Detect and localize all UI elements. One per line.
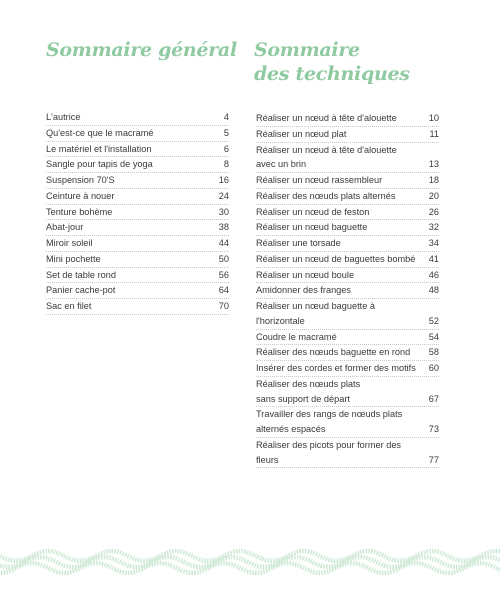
- toc-entry-title: Réaliser un nœud rassembleur: [256, 175, 383, 185]
- toc-entry-title: Mini pochette: [46, 253, 101, 264]
- toc-entry-title: Sac en filet: [46, 301, 92, 311]
- heading-general: Sommaire général: [46, 39, 237, 61]
- toc-entry[interactable]: [256, 220, 439, 236]
- toc-entry-title: Amidonner des franges: [256, 285, 351, 296]
- toc-entry-title: Panier cache-pot: [46, 285, 116, 296]
- toc-entry-title: Suspension 70'S: [46, 175, 115, 185]
- toc-entry-title: Travailler des rangs de nœuds plats alternés espacés: [256, 409, 403, 434]
- toc-entry[interactable]: [46, 189, 229, 205]
- toc-entry-title: Réaliser un nœud de baguettes bombé: [256, 253, 416, 264]
- toc-entry-title: Set de table rond: [46, 269, 116, 280]
- toc-entry[interactable]: [256, 252, 439, 268]
- toc-entry-page: 8: [223, 159, 229, 170]
- toc-entry[interactable]: [46, 299, 229, 315]
- wave-decoration: [0, 542, 500, 582]
- toc-entry-page: 11: [429, 128, 439, 139]
- toc-entry-page: 38: [218, 222, 229, 233]
- toc-entry-title: Réaliser une torsade: [256, 238, 341, 248]
- toc-entry-title: Réaliser un nœud boule: [256, 269, 355, 280]
- toc-entry[interactable]: [256, 283, 439, 299]
- toc-entry[interactable]: [256, 377, 439, 408]
- toc-entry[interactable]: [46, 220, 229, 236]
- toc-entry-page: 73: [428, 424, 439, 434]
- toc-entry[interactable]: [256, 299, 439, 330]
- toc-entry-title: Réaliser un nœud à tête d'alouette avec un brin: [256, 144, 397, 170]
- toc-entry-title: Miroir soleil: [46, 238, 93, 248]
- toc-entry-title: Réaliser des nœuds baguette en rond: [256, 347, 411, 358]
- toc-entry[interactable]: [46, 142, 229, 158]
- toc-entry-page: 54: [428, 331, 439, 342]
- toc-techniques-list: [256, 111, 439, 468]
- toc-entry-page: 13: [428, 159, 439, 170]
- toc-entry[interactable]: [256, 407, 439, 438]
- toc-entry-page: 41: [428, 253, 439, 264]
- toc-entry-page: 58: [428, 347, 439, 358]
- toc-entry-title: Réaliser des nœuds plats sans support de départ: [256, 378, 361, 404]
- toc-entry-page: 77: [428, 454, 439, 465]
- toc-entry-title: Réaliser un nœud de feston: [256, 206, 370, 217]
- toc-entry-page: 60: [428, 363, 439, 373]
- toc-entry[interactable]: [256, 173, 439, 189]
- toc-entry-page: 56: [218, 269, 229, 280]
- toc-entry[interactable]: [46, 252, 229, 268]
- toc-entry-title: Tenture bohème: [46, 206, 113, 217]
- toc-entry-page: 52: [428, 315, 439, 326]
- toc-entry-page: 10: [428, 113, 439, 123]
- toc-entry-page: 34: [428, 238, 439, 248]
- toc-entry[interactable]: [256, 236, 439, 252]
- toc-entry-title: Coudre le macramé: [256, 331, 337, 342]
- toc-entry-title: Insérer des cordes et former des motifs: [256, 363, 416, 373]
- toc-entry[interactable]: [46, 126, 229, 142]
- toc-entry[interactable]: [256, 268, 439, 284]
- toc-entry[interactable]: [256, 345, 439, 361]
- toc-entry[interactable]: [46, 268, 229, 284]
- toc-entry-title: Réaliser un nœud baguette: [256, 222, 368, 233]
- toc-entry-page: 5: [223, 127, 229, 138]
- toc-entry[interactable]: [256, 330, 439, 346]
- toc-entry-page: 4: [223, 112, 229, 122]
- toc-entry-title: Réaliser des picots pour former des fleurs: [256, 439, 402, 465]
- toc-entry-page: 64: [218, 285, 229, 296]
- toc-entry[interactable]: [256, 111, 439, 127]
- toc-entry-page: 20: [428, 190, 439, 201]
- toc-entry-page: 18: [428, 175, 439, 185]
- toc-entry[interactable]: [256, 189, 439, 205]
- toc-entry-title: Ceinture à nouer: [46, 190, 115, 201]
- toc-entry[interactable]: [256, 361, 439, 377]
- toc-entry-title: Réaliser des nœuds plats alternés: [256, 190, 396, 201]
- toc-entry-title: Réaliser un nœud à tête d'alouette: [256, 113, 397, 123]
- toc-entry-page: 6: [223, 143, 229, 154]
- toc-entry-page: 46: [428, 269, 439, 280]
- toc-entry-page: 32: [428, 222, 439, 233]
- toc-entry-page: 50: [218, 253, 229, 264]
- toc-entry[interactable]: [46, 283, 229, 299]
- toc-entry[interactable]: [46, 205, 229, 221]
- toc-entry-page: 44: [218, 238, 229, 248]
- toc-entry-title: Sangle pour tapis de yoga: [46, 159, 153, 170]
- toc-entry-page: 67: [428, 393, 439, 404]
- toc-entry[interactable]: [256, 127, 439, 143]
- toc-entry-title: L'autrice: [46, 112, 81, 122]
- toc-entry-page: 16: [218, 175, 229, 185]
- toc-entry-page: 48: [428, 285, 439, 296]
- toc-entry-title: Abat-jour: [46, 222, 84, 233]
- toc-entry-title: Réaliser un nœud baguette à l'horizontale: [256, 301, 376, 326]
- toc-entry[interactable]: [46, 157, 229, 173]
- toc-entry-page: 30: [218, 206, 229, 217]
- toc-general-list: [46, 110, 229, 315]
- toc-entry-title: Le matériel et l'installation: [46, 143, 152, 154]
- heading-techniques: Sommaire des techniques: [254, 39, 410, 85]
- toc-entry[interactable]: [256, 205, 439, 221]
- toc-entry[interactable]: [46, 110, 229, 126]
- toc-entry-title: Réaliser un nœud plat: [256, 128, 347, 139]
- toc-entry[interactable]: [256, 438, 439, 469]
- toc-entry-page: 26: [428, 206, 439, 217]
- toc-entry-title: Qu'est-ce que le macramé: [46, 127, 154, 138]
- toc-entry-page: 24: [218, 190, 229, 201]
- toc-entry-page: 70: [218, 301, 229, 311]
- toc-entry[interactable]: [46, 173, 229, 189]
- toc-entry[interactable]: [256, 143, 439, 174]
- toc-entry[interactable]: [46, 236, 229, 252]
